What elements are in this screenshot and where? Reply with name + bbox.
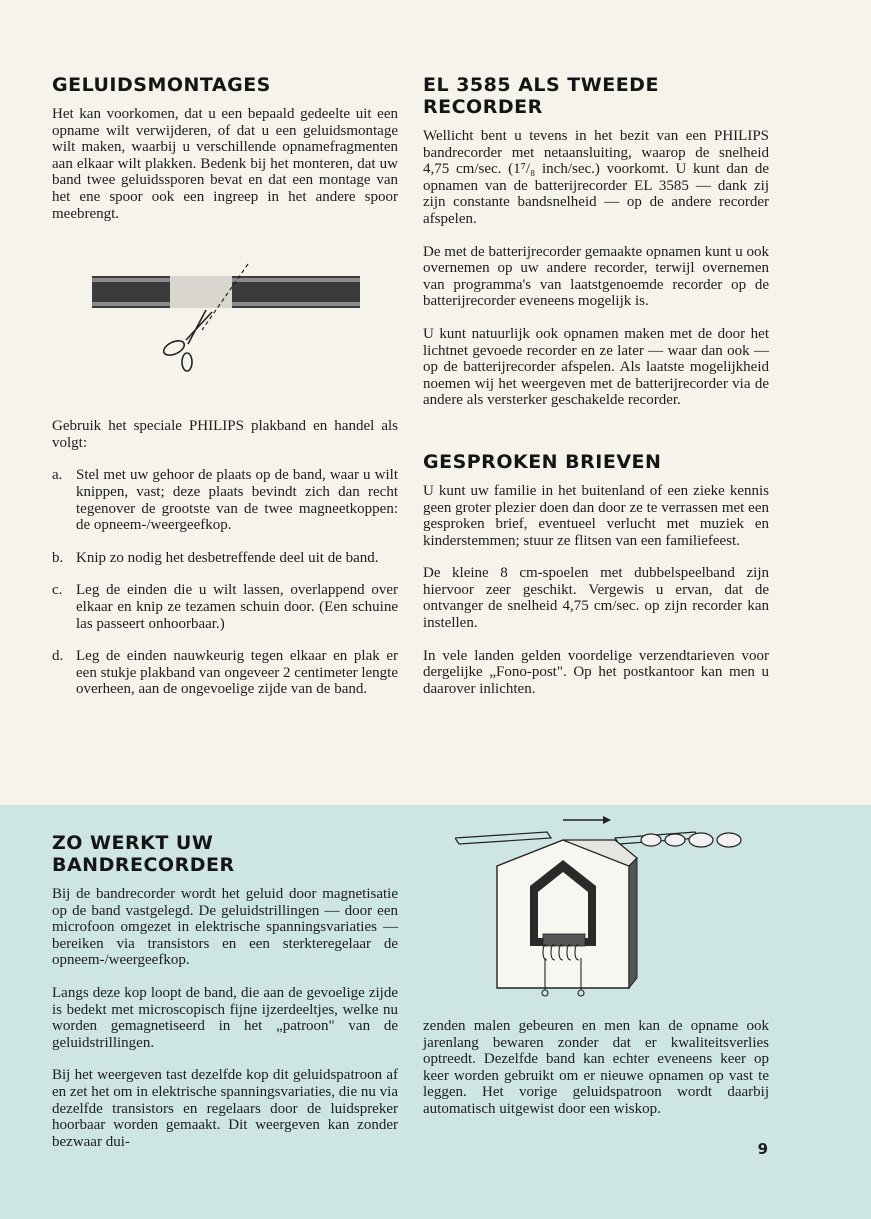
geluidsmontages-section bbox=[52, 74, 398, 714]
section-heading-bandrecorder: ZO WERKT UW BANDRECORDER bbox=[52, 832, 235, 876]
paragraph: U kunt natuurlijk ook opnamen maken met de door het lichtnet gevoede recorder en ze later — waar dan ook — op de batterijrecorder afspelen. Als laatste mogelijkheid noemen wij het weergeven met de batterijrecorder via de andere als versterker geschakelde recorder. bbox=[423, 325, 769, 409]
section-heading-geluidsmontages: GELUIDSMONTAGES bbox=[52, 74, 271, 96]
paragraph: Bij het weergeven tast dezelfde kop dit geluidspatroon af en zet het om in elektrische spanningsvariaties, die nu via dezelfde transistors en regelaars door de luidspreker hoorbaar worden gemaakt. Dit weergeven kan zonder bezwaar dui- bbox=[52, 1067, 398, 1150]
bandrecorder-section bbox=[52, 832, 398, 1150]
scissors-icon bbox=[161, 310, 212, 371]
page-number: 9 bbox=[757, 1140, 768, 1158]
arrow-right-icon bbox=[563, 816, 611, 824]
list-item: c. Leg de einden die u wilt lassen, overlappend over elkaar en knip ze tezamen schuin door. (Een schuine las passeert onhoorbaar.) bbox=[52, 582, 398, 632]
paragraph: zenden malen gebeuren en men kan de opname ook jarenlang bewaren zonder dat er kwaliteitsverlies optreedt. Dezelfde band kan echter eveneens keer op keer worden gebruikt om er nieuwe opnamen op vast te leggen. Het vorige geluidspatroon wordt daarbij automatisch uitgewist door een wiskop. bbox=[423, 1018, 769, 1117]
section-heading-gesproken-brieven: GESPROKEN BRIEVEN bbox=[423, 450, 662, 473]
paragraph: In vele landen gelden voordelige verzendtarieven voor dergelijke „Fono-post". Op het postkantoor kan men u daarover inlichten. bbox=[423, 647, 769, 697]
paragraph: De met de batterijrecorder gemaakte opnamen kunt u ook overnemen op uw andere recorder, terwijl overnemen van programma's van laatstgenoemde recorder op de batterijrecorder eveneens mogelijk is. bbox=[423, 243, 769, 310]
tweede-recorder-section bbox=[423, 74, 769, 697]
list-item: d. Leg de einden nauwkeurig tegen elkaar en plak er een stukje plakband van ongeveer 2 centimeter lengte overheen, aan de ongevoelige zijde van de band. bbox=[52, 648, 398, 698]
tape-splice-illustration bbox=[90, 258, 365, 378]
bandrecorder-continuation bbox=[423, 1018, 769, 1118]
paragraph: U kunt uw familie in het buitenland of een zieke kennis geen groter plezier doen dan door ze te verrassen met een gesproken brief, eventueel verlucht met muziek en kinderstemmen; stuur ze flitsen van een familiefeest. bbox=[423, 482, 769, 549]
recording-head-illustration bbox=[455, 808, 785, 1008]
intro-paragraph: Het kan voorkomen, dat u een bepaald gedeelte uit een opname wilt verwijderen, of dat u een geluidsmontage wilt maken, waarbij u verschillende opnamefragmenten aan elkaar wilt plakken. Bedenk bij het monteren, dat uw band twee geluidssporen bevat en dat een montage van het ene spoor ook een ingreep in het andere spoor meebrengt. bbox=[52, 106, 398, 222]
paragraph: Bij de bandrecorder wordt het geluid door magnetisatie op de band vastgelegd. De geluidstrillingen — door een microfoon omgezet in elektrische spanningsvariaties — bereiken via transistors en een sterkteregelaar de opneem-/weergeefkop. bbox=[52, 886, 398, 969]
steps-list bbox=[52, 467, 398, 698]
section-heading-tweede-recorder: EL 3585 ALS TWEEDE RECORDER bbox=[423, 74, 659, 118]
instruction-paragraph: Gebruik het speciale PHILIPS plakband en handel als volgt: bbox=[52, 418, 398, 451]
list-item: a. Stel met uw gehoor de plaats op de band, waar u wilt knippen, vast; deze plaats bevindt zich dan recht tegenover de grootste van de twee magneetkoppen: de opneem-/weergeefkop. bbox=[52, 467, 398, 534]
list-item: b. Knip zo nodig het desbetreffende deel uit de band. bbox=[52, 549, 379, 566]
paragraph: Wellicht bent u tevens in het bezit van een PHILIPS bandrecorder met netaansluiting, waarop de snelheid 4,75 cm/sec. (1⁷/₈ inch/sec.) voorkomt. U kunt dan de opnamen van de batterijrecorder EL 3585 — dank zij zijn constante bandsnelheid — op de andere recorder afspelen. bbox=[423, 128, 769, 227]
paragraph: De kleine 8 cm-spoelen met dubbelspeelband zijn hiervoor zeer geschikt. Vergewis u ervan, dat de ontvanger de snelheid 4,75 cm/sec. op zijn recorder kan instellen. bbox=[423, 565, 769, 632]
paragraph: Langs deze kop loopt de band, die aan de gevoelige zijde is bedekt met microscopisch fijne ijzerdeeltjes, welke nu worden gemagnetiseerd in het „patroon" van de geluidstrillingen. bbox=[52, 984, 398, 1051]
